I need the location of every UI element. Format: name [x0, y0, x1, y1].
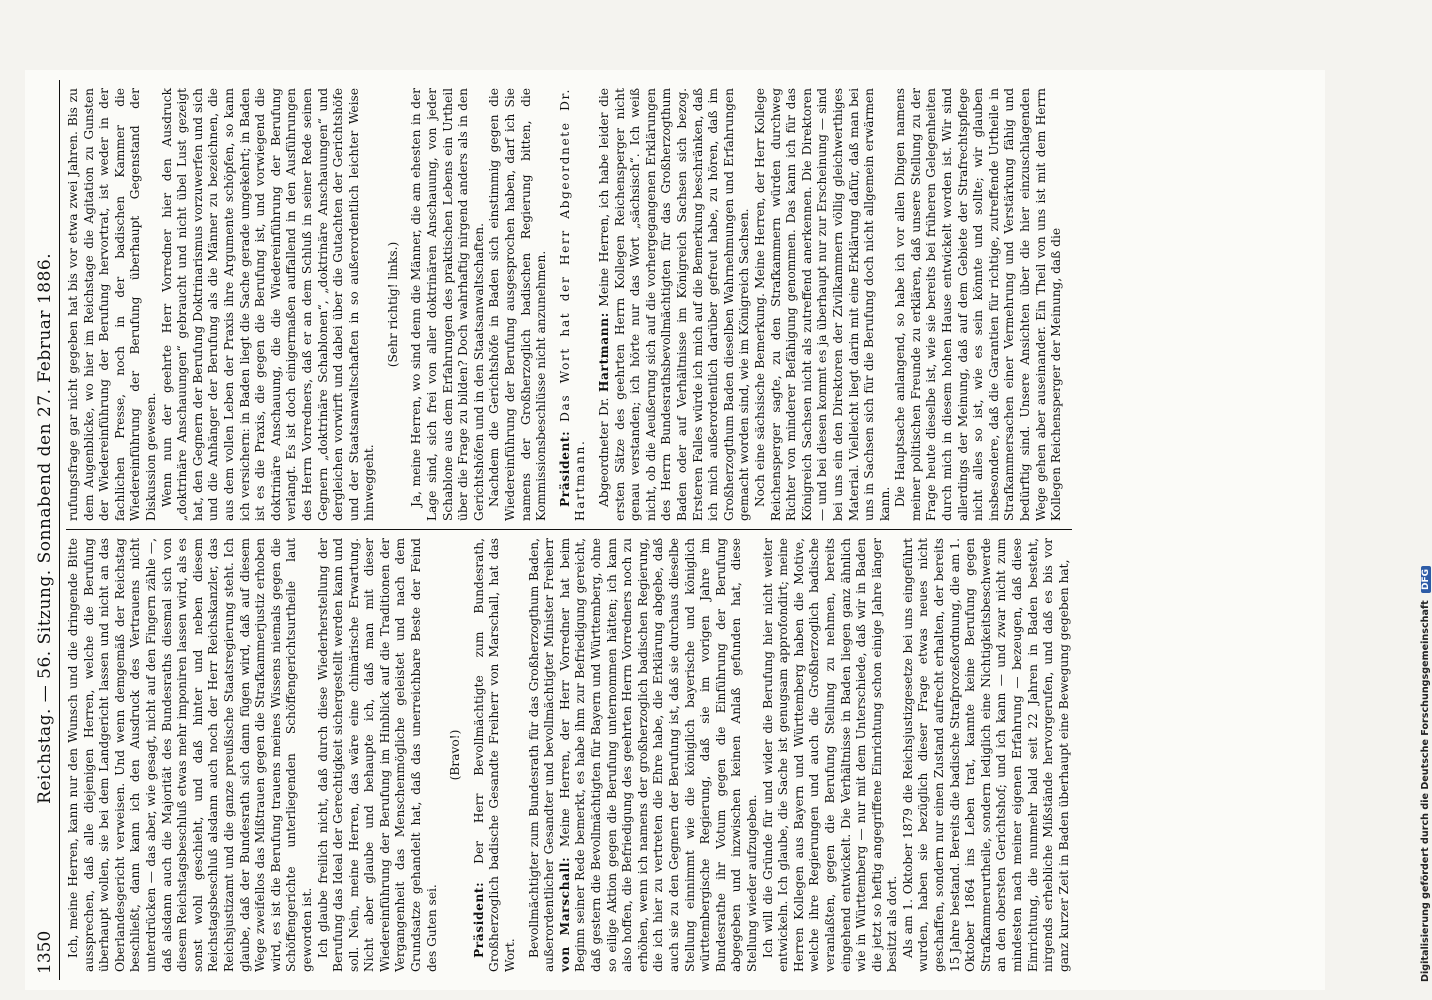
dfg-logo: DFG	[1421, 566, 1431, 593]
speaker-text: Das Wort hat der Herr Abgeordnete Dr. Hartmann.	[557, 87, 588, 521]
paragraph: Die Hauptsache anlangend, so habe ich vor allen Dingen namens meiner politischen Freunde zu erklären, daß unsere Stellung zu der Frage heute dieselbe ist, wie sie bereits bei früheren Gelegenheiten durch mich in diesem hohen Hause entwickelt worden ist. Wir sind allerdings der Meinung, daß auf dem Gebiete der Strafrechtspflege nicht alles so ist, wie es sein könnte und sollte; wir glauben insbesondere, daß die Garantien für richtige, zutreffende Urtheile in Strafkammersachen einer Vermehrung und Verstärkung fähig und bedürftig sind. Unsere Ansichten über die hier einzuschlagenden Wege gehen aber auseinander. Ein Theil von uns ist mit dem Herrn Kollegen Reichensperger der Meinung, daß die	[893, 88, 1064, 521]
paragraph: Ich, meine Herren, kann nur den Wunsch und die dringende Bitte aussprechen, daß alle diejenigen Herren, welche die Berufung überhaupt wollen, sie bei dem Landgericht lassen und nicht an das Oberlandesgericht verweisen. Und wenn demgemäß der Reichstag beschließt, dann kann ich den Ausdruck des Vertrauens nicht unterdrücken — das aber, wie gesagt, nicht auf den Fingern zähle —, daß alsdann auch die Majorität des Bundesraths diesmal sich von diesem Reichstagsbeschluß etwas mehr imponiren lassen wird, als es sonst wohl geschieht, und daß hinter und neben diesem Reichstagsbeschluß alsdann auch noch der Herr Reichskanzler, das Reichsjustizamt und die ganze preußische Staatsregierung steht. Ich glaube, daß der Bundesrath sich dann fügen wird, daß auf diesem Wege zweifellos das Mißtrauen gegen die Strafkammerjustiz erhoben wird, es ist die Berufung trauens meines Wissens niemals gegen die Schöffengerichte unterliegenden Schöffengerichtsurtheile laut geworden ist.	[66, 538, 314, 972]
speaker-text: Der Herr Bevollmächtigte zum Bundesrath, Großherzoglich badische Gesandte Freiherr von Marschall, hat das Wort.	[471, 537, 518, 972]
speaker-intro: Bevollmächtigter zum Bundesrath für das Großherzogthum Baden, außerordentlicher Gesandter und bevollmächtigter Minister Freiherr	[526, 538, 557, 972]
speaker-label: Präsident:	[557, 430, 572, 507]
text-columns	[66, 80, 1072, 980]
newspaper-page	[25, 70, 1325, 990]
speaker-paragraph	[527, 538, 761, 972]
interjection: (Bravo!)	[448, 729, 463, 781]
paragraph: Ich will die Gründe für und wider die Berufung hier nicht weiter entwickeln. Ich glaube, die Sache ist genugsam approfondirt; meine Herren Kollegen aus Bayern und Württemberg haben die Motive, welche ihre Regierungen und auch die Großherzoglich badische veranlaßten, gegen die Berufung Stellung zu nehmen, bereits eingehend entwickelt. Die Verhältnisse in Baden liegen ganz ähnlich wie in Württemberg — nur mit dem Unterschiede, daß wir in Baden die jetzt so heftig angegriffene Einrichtung schon einige Jahre länger besitzt als dort.	[760, 538, 900, 972]
digitization-credit	[1420, 22, 1431, 982]
right-column	[66, 80, 1072, 530]
paragraph: Wenn nun der geehrte Herr Vorredner hier den Ausdruck „doktrinäre Anschauungen“ gebraucht und nicht übel Lust gezeigt hat, den Gegnern der Berufung Doktrinarismus vorzuwerfen und sich und die Anhänger der Berufung als die Männer zu bezeichnen, die aus dem vollen Leben der Praxis ihre Argumente schöpfen, so kann ich versichern: in Baden liegt die Sache gerade umgekehrt; in Baden ist es die Praxis, die gegen die Berufung ist, und vorwiegend die doktrinäre Anschauung, die die Wiedereinführung der Berufung verlangt. Es ist doch einigermaßen auffallend in den Ausführungen des Herrn Vorredners, daß er an dem Schluß in seiner Rede seinen Gegnern „doktrinäre Schablonen“, „doktrinäre Anschauungen“ und dergleichen vorwirft und dabei über die Gutachten der Gerichtshöfe und der Staatsanwaltschaften in so außerordentlich leichter Weise hinweggeht.	[159, 88, 377, 521]
credit-text: Digitalisierung gefördert durch die Deutsche Forschungsgemeinschaft	[1420, 600, 1431, 982]
left-column	[66, 530, 1072, 980]
paragraph: Ich glaube freilich nicht, daß durch diese Wiederherstellung der Berufung das Ideal der Gerechtigkeit sichergestellt werden kann und soll. Nein, meine Herren, das wäre eine chimärische Erwartung. Nicht aber glaube und behaupte ich, daß man mit dieser Wiedereinführung der Berufung im Hinblick auf die Traditionen der Vergangenheit das Menschenmögliche geleistet und nach dem Grundsatze gehandelt hat, daß das unerreichbare Beste der Feind des Guten sei.	[315, 538, 439, 972]
page-number: 1350	[35, 930, 55, 974]
running-header	[35, 80, 60, 980]
speaker-paragraph	[472, 538, 519, 972]
paragraph: Als am 1. Oktober 1879 die Reichsjustizgesetze bei uns eingeführt wurden, haben sie bezüglich dieser Frage etwas neues nicht geschaffen, sondern nur einen Zustand aufrecht erhalten, der bereits 15 Jahre bestand. Bereits die badische Strafprozeßordnung, die am 1. Oktober 1864 ins Leben trat, kannte keine Berufung gegen Strafkammerurtheile, sondern lediglich eine Nichtigkeitsbeschwerde an den obersten Gerichtshof; und ich kann — und zwar nicht zum mindesten nach meiner eigenen Erfahrung — bezeugen, daß diese Einrichtung, die nunmehr bald seit 22 Jahren in Baden besteht, nirgends erhebliche Mißstände hervorgerufen, und daß es bis vor ganz kurzer Zeit in Baden überhaupt eine Bewegung gegeben hat,	[900, 538, 1071, 972]
speaker-name: von Marschall:	[557, 856, 572, 972]
paragraph: Ja, meine Herren, wo sind denn die Männer, die am ehesten in der Lage sind, sich frei von aller doktrinären Anschauung, von jeder Schablone aus dem Erfahrungen des praktischen Lebens ein Urtheil über die Frage zu bilden? Doch wahrhaftig nirgend anders als in den Gerichtshöfen und in den Staatsanwaltschaften.	[409, 88, 486, 521]
speaker-text: Meine Herren, der Herr Vorredner hat beim Beginn seiner Rede bemerkt, es habe ihm zur Befriedigung gereicht, daß gestern die Bevollmächtigten für Bayern und Württemberg, ohne so eilige Aktion gegen die Berufung unternommen hätten; ich kann also hoffen, die Befriedigung des geehrten Herrn Vorredners noch zu erhöhen, wenn ich namens der großherzoglich badischen Regierung, die ich hier zu vertreten die Ehre habe, die Erklärung abgebe, daß auch sie zu den Gegnern der Berufung ist, daß sie durchaus dieselbe Stellung einnimmt wie die königlich bayerische und königlich württembergische Regierung, daß sie im vorigen Jahre im Bundesrathe ihr Votum gegen die Einführung der Berufung abgegeben und inzwischen keinen Anlaß gefunden hat, diese Stellung wieder aufzugeben.	[557, 537, 759, 972]
paragraph: Noch eine sächsische Bemerkung. Meine Herren, der Herr Kollege Reichensperger sagte, zu den Strafkammern würden durchweg Richter von minderer Befähigung genommen. Das kann ich für das Königreich Sachsen nicht als zutreffend anerkennen. Die Direktoren — und bei diesen kommt es ja überhaupt nur zur Erscheinung — sind bei uns ein den Direktoren der Zivilkammern völlig gleichwerthiges Material. Vielleicht liegt darin mit eine Erklärung dafür, daß man bei uns in Sachsen sich für die Berufung doch nicht allgemein erwärmen kann.	[752, 88, 892, 521]
header-title: Reichstag. — 56. Sitzung. Sonnabend den 27. Februar 1886.	[35, 252, 55, 804]
paragraph: rufungsfrage gar nicht gegeben hat bis vor etwa zwei Jahren. Bis zu dem Augenblicke, wo hier im Reichstage die Agitation zu Gunsten der Wiedereinführung der Berufung hervortrat, ist weder in der fachlichen Presse, noch in der badischen Kammer die Wiedereinführung der Berufung überhaupt Gegenstand der Diskussion gewesen.	[66, 88, 158, 521]
speaker-name: Hartmann:	[597, 312, 611, 393]
speaker-paragraph	[597, 88, 753, 521]
speaker-label: Präsident:	[471, 881, 486, 958]
speaker-intro: Abgeordneter Dr.	[597, 397, 611, 507]
speaker-text: Meine Herren, ich habe leider die ersten Sätze des geehrten Herrn Kollegen Reichensperger nicht genau verstanden; ich hörte nur das Wort „sächsisch“. Ich weiß nicht, ob die Aeußerung sich auf die vorhergegangenen Erklärungen des Herrn Bundesrathsbevollmächtigten für das Großherzogthum Baden oder auf Verhältnisse im Königreich Sachsen sich bezog. Ersteren Falles würde ich mich auf die Bemerkung beschränken, daß ich mich außerordentlich darüber gefreut habe, zu hören, daß im Großherzogthum Baden dieselben Wahrnehmungen und Erfahrungen gemacht worden sind, wie im Königreich Sachsen.	[597, 87, 752, 521]
paragraph: Nachdem die Gerichtshöfe in Baden sich einstimmig gegen die Wiedereinführung der Berufung ausgesprochen haben, darf ich Sie namens der Großherzoglich badischen Regierung bitten, die Kommissionsbeschlüsse nicht anzunehmen.	[487, 88, 549, 521]
speaker-paragraph	[558, 88, 589, 521]
interjection: (Sehr richtig! links.)	[385, 241, 400, 368]
